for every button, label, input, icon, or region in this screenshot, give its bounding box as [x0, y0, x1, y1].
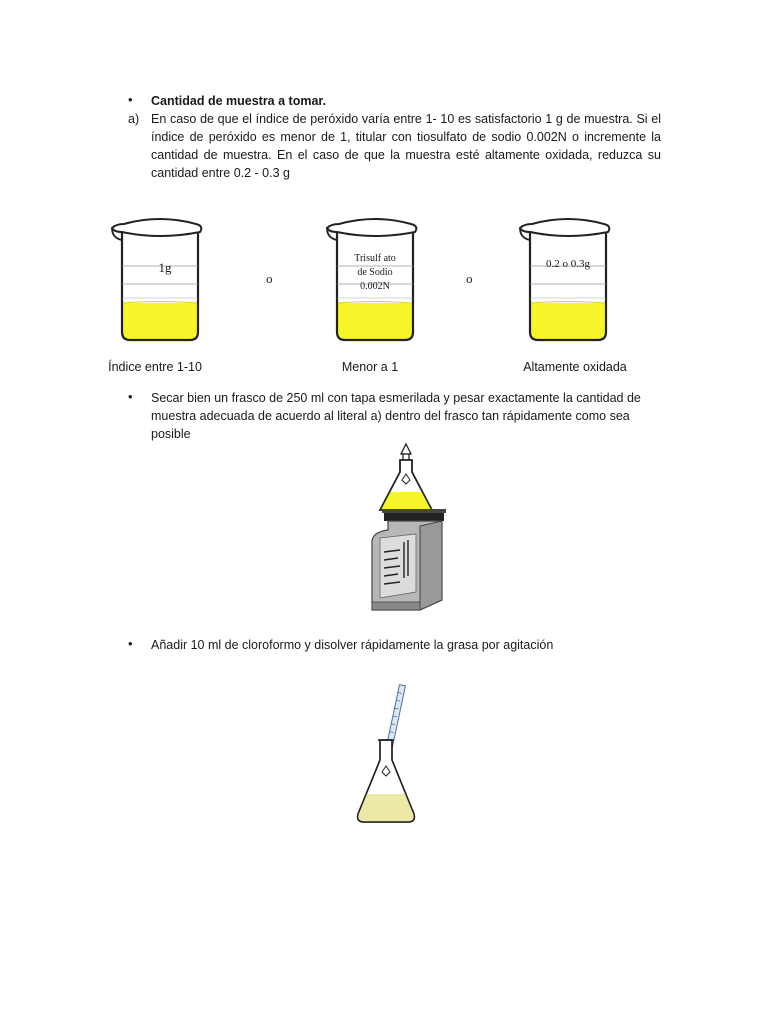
beaker-1-caption: Índice entre 1-10 [108, 360, 202, 374]
beaker-3-label: 0.2 o 0.3g [546, 258, 590, 270]
beaker-3-caption: Altamente oxidada [523, 360, 627, 374]
bullet-dot: • [128, 92, 133, 107]
step2-text: Secar bien un frasco de 250 ml con tapa esmerilada y pesar exactamente la cantidad de muestra adecuada de acuerdo al literal a) dentro del frasco tan rápidamente como sea posible [151, 391, 641, 441]
item-a-marker: a) [128, 112, 140, 126]
beaker-2-label-line: de Sodio [357, 267, 393, 278]
flask-with-pipette-illustration [350, 684, 430, 828]
section-title: Cantidad de muestra a tomar. [151, 94, 327, 108]
beaker-1-label: 1g [158, 260, 172, 275]
separator-o: o [266, 271, 273, 286]
beaker-2-label [325, 252, 425, 294]
beaker-2-caption: Menor a 1 [341, 360, 399, 374]
step3-text: Añadir 10 ml de cloroformo y disolver rápidamente la grasa por agitación [151, 638, 554, 652]
beaker-2-label-line: 0.002N [360, 281, 390, 292]
bullet-dot: • [128, 389, 133, 404]
beaker-3 [520, 219, 609, 340]
beaker-1 [112, 219, 201, 340]
item-a-text: En caso de que el índice de peróxido varía entre 1- 10 es satisfactorio 1 g de muestra. Si el índice de peróxido es menor de 1, titular con tiosulfato de sodio 0.002N o incremente la cantidad de muestra. En el caso de que la muestra esté altamente oxidada, reduzca su cantidad entre 0.2 - 0.3 g [151, 112, 661, 180]
separator-o: o [466, 271, 473, 286]
bullet-dot: • [128, 636, 133, 651]
flask-on-scale-illustration [360, 442, 450, 614]
beaker-2-label-line: Trisulf ato [354, 253, 396, 264]
